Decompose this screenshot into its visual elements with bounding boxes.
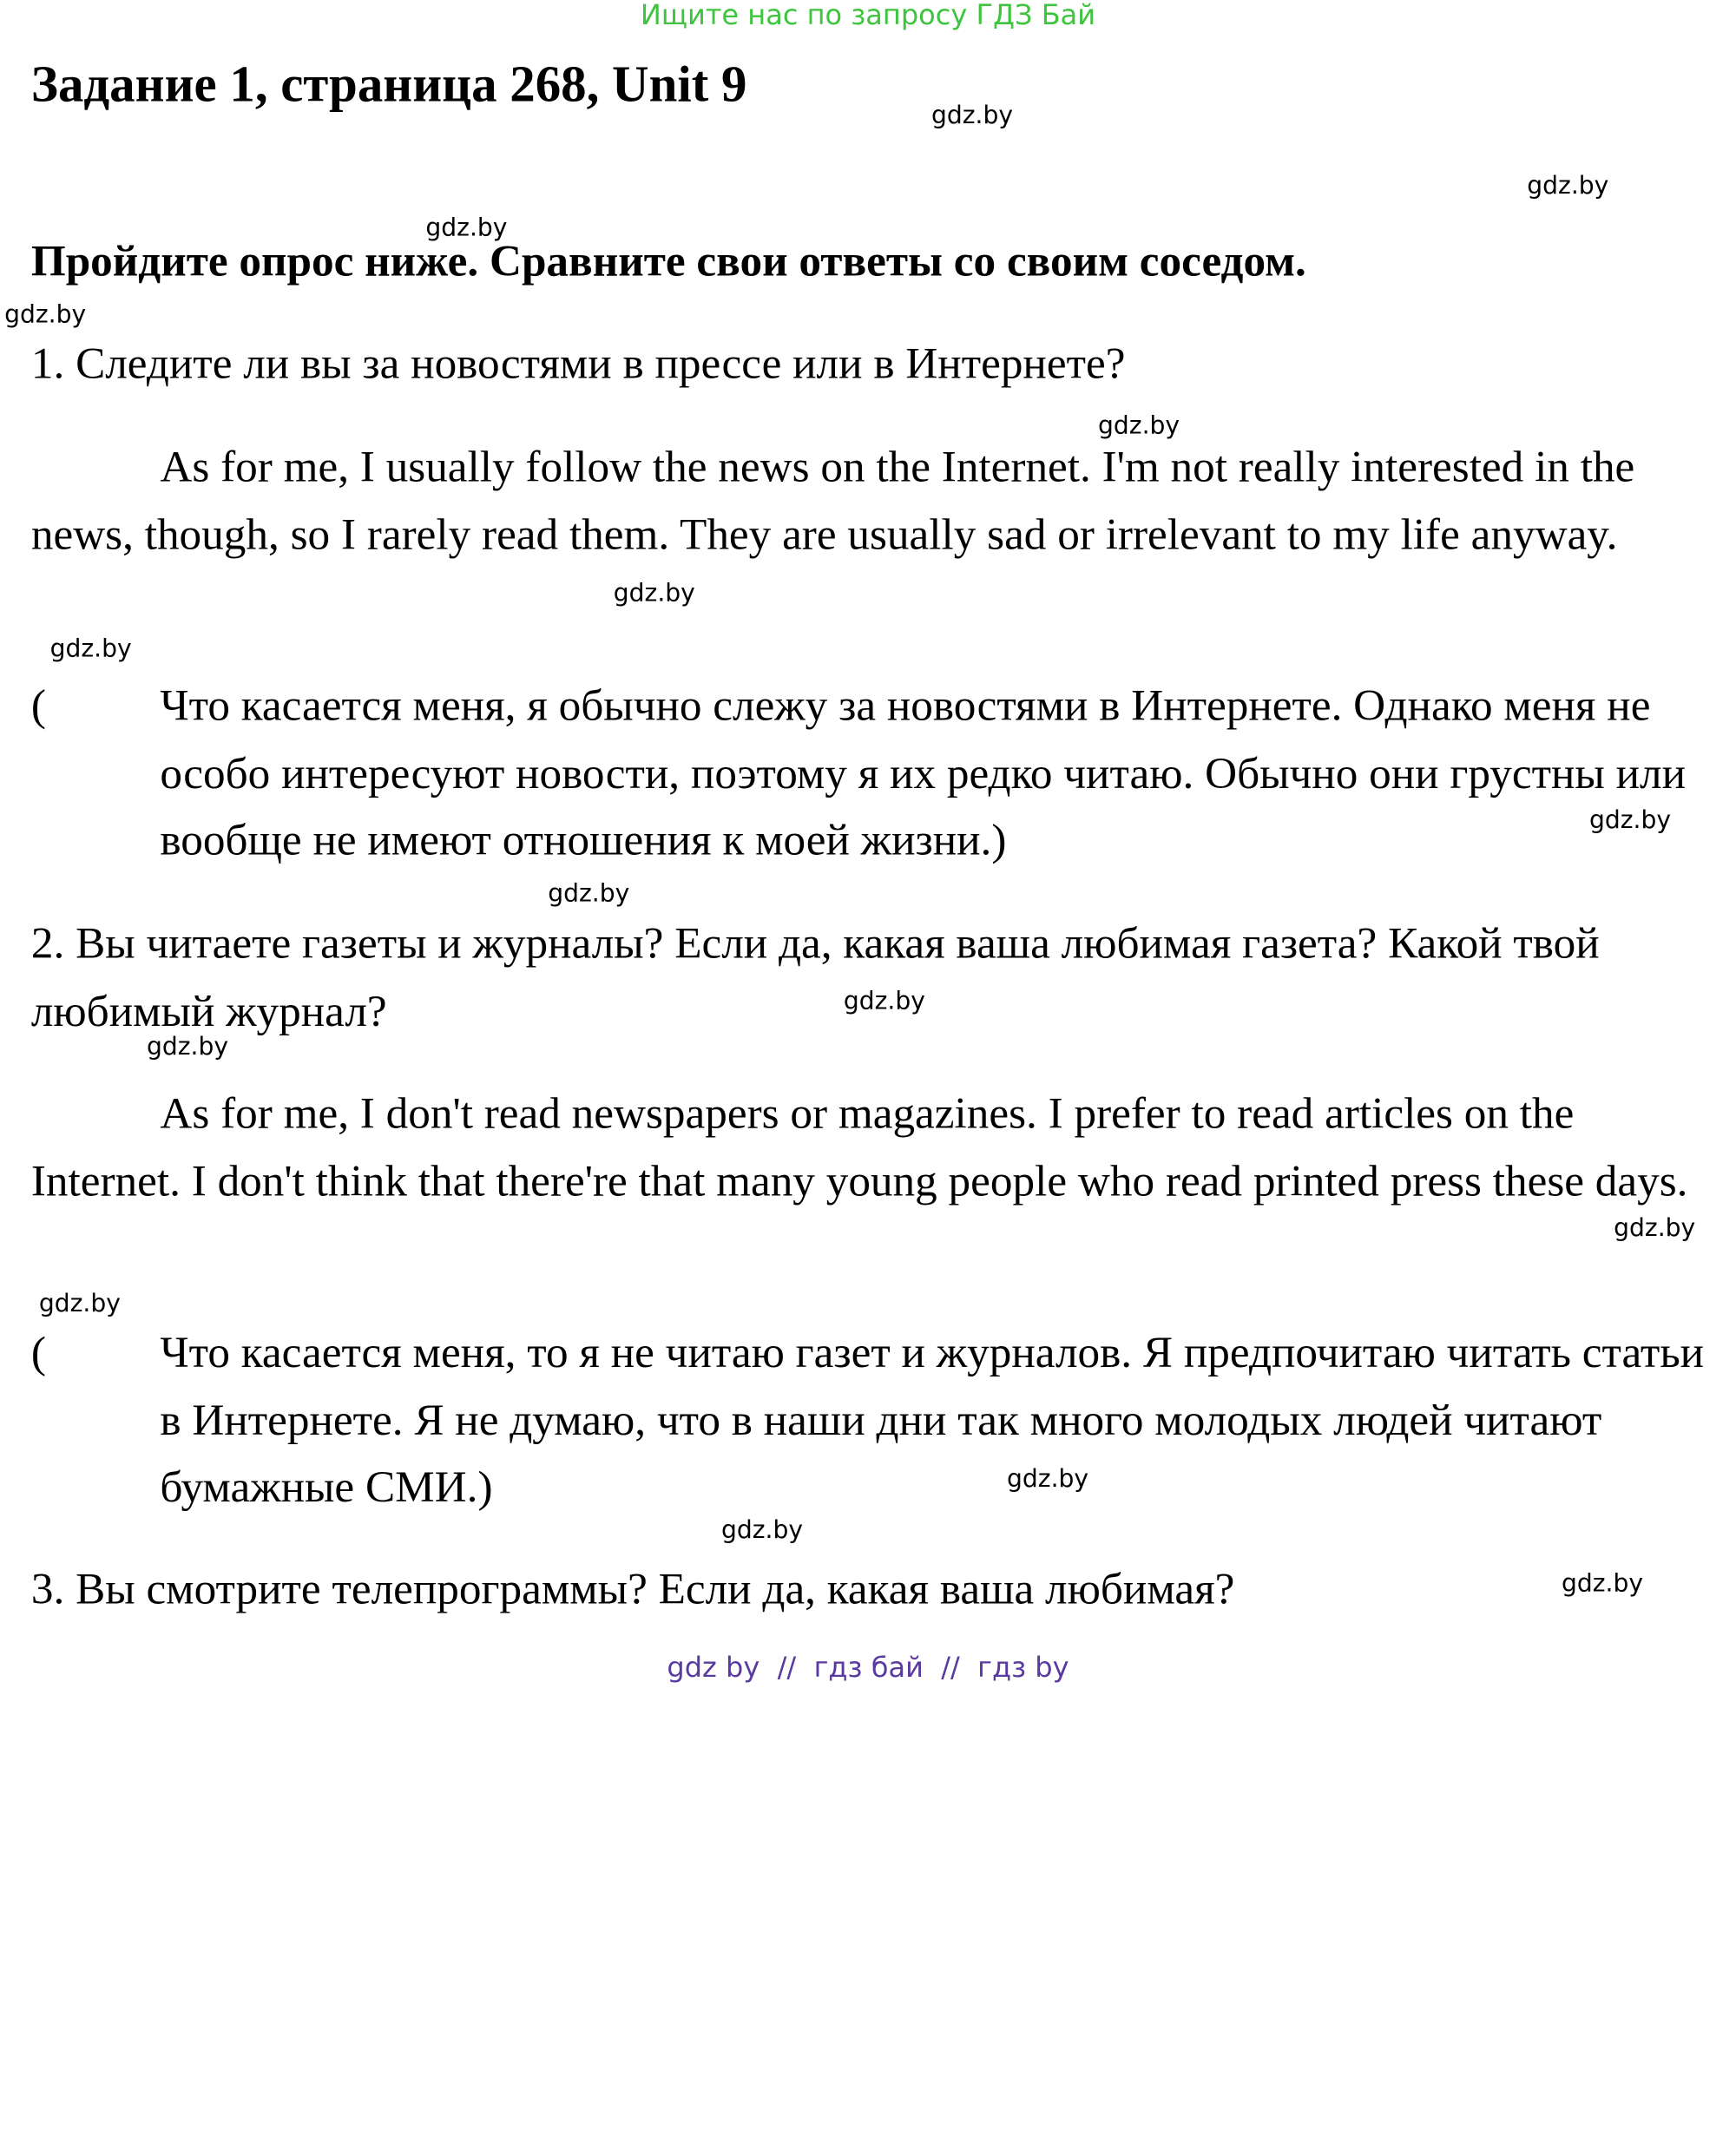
watermark: gdz.by [1588,806,1672,835]
watermark: gdz.by [548,880,630,909]
footer-links[interactable]: gdz by // гдз бай // гдз by [667,1651,1069,1684]
watermark: gdz.by [613,580,695,608]
watermark: gdz.by [49,635,132,664]
question-3: 3. Вы смотрите телепрограммы? Если да, какая ваша любимая? [30,1563,1235,1614]
watermark: gdz.by [930,102,1014,130]
watermark: gdz.by [1614,1214,1696,1243]
watermark: gdz.by [720,1516,804,1545]
answer-1-english: As for me, I usually follow the news on the Internet. I'm not really interested in the news, though, so I rarely read them. They are usually sad or irrelevant to my life anyway. [30,441,1635,559]
answer-2-russian-text: Что касается меня, то я не читаю газет и журналов. Я предпочитаю читать статьи в Интернете. Я не думаю, что в наши дни так много молодых людей читают бумажные СМИ.) [160,1326,1705,1512]
watermark: gdz.by [425,214,508,243]
watermark: gdz.by [1098,412,1180,441]
search-banner[interactable]: Ищите нас по запросу ГДЗ Бай [640,0,1096,31]
watermark: gdz.by [147,1033,229,1061]
answer-1-russian-text: Что касается меня, я обычно слежу за новостями в Интернете. Однако меня не особо интересуют новости, поэтому я их редко читаю. Обычно они грустны или вообще не имеют отношения к моей жизни.) [160,680,1687,865]
open-parenthesis: ( [30,1326,46,1377]
open-parenthesis: ( [30,680,46,731]
answer-2-english: As for me, I don't read newspapers or magazines. I prefer to read articles on the Internet. I don't think that there're that many young people who read printed press these days. [30,1087,1688,1206]
question-2: 2. Вы читаете газеты и журналы? Если да, какая ваша любимая газета? Какой твой любимый журнал? [30,917,1600,1035]
watermark: gdz.by [1561,1570,1644,1599]
watermark: gdz.by [1527,172,1609,200]
answer-2-russian [31,1319,1723,1521]
watermark: gdz.by [843,988,925,1016]
answer-1-russian [31,673,1723,874]
watermark: gdz.by [38,1290,121,1318]
task-instruction: Пройдите опрос ниже. Сравните свои ответы со своим соседом. [30,235,1306,286]
question-1: 1. Следите ли вы за новостями в прессе или в Интернете? [30,338,1126,388]
page-title: Задание 1, страница 268, Unit 9 [30,56,747,113]
watermark: gdz.by [1007,1465,1089,1494]
watermark: gdz.by [4,300,87,329]
